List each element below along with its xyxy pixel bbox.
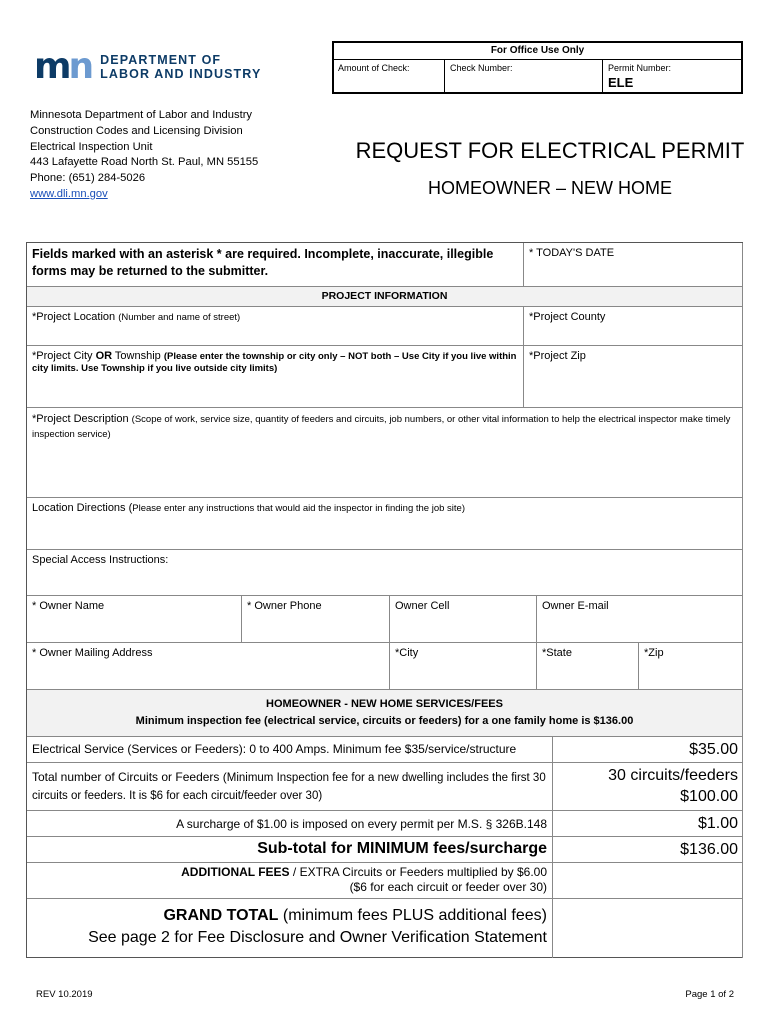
- location-directions-hint: Please enter any instructions that would aid the inspector in finding the job site): [132, 503, 465, 514]
- phone: Phone: (651) 284-5026: [30, 172, 146, 185]
- project-location-field[interactable]: [27, 307, 524, 346]
- project-city-field[interactable]: [27, 346, 524, 408]
- permit-prefix: ELE: [608, 75, 634, 90]
- surcharge-label: A surcharge of $1.00 is imposed on every permit per M.S. § 326B.148: [27, 811, 553, 837]
- state-field[interactable]: *State: [537, 643, 639, 690]
- address-line3: Electrical Inspection Unit: [30, 140, 153, 153]
- additional-fees-input[interactable]: [553, 863, 743, 899]
- permit-form: [26, 242, 743, 958]
- or-label: OR: [95, 350, 113, 362]
- check-number-label: Check Number:: [450, 63, 513, 73]
- project-city-label: *Project City: [32, 350, 96, 362]
- todays-date-field[interactable]: * TODAY'S DATE: [524, 243, 743, 287]
- office-use-title: For Office Use Only: [490, 45, 585, 56]
- page-number: Page 1 of 2: [685, 989, 734, 1000]
- location-directions-field[interactable]: [27, 498, 743, 550]
- project-zip-field[interactable]: *Project Zip: [524, 346, 743, 408]
- project-city-hint: (Please enter the township or city only – NOT both – Use City if you live within city limits. Use Township if you live outside city limits): [32, 351, 517, 374]
- subtotal-label: Sub-total for MINIMUM fees/surcharge: [27, 837, 553, 863]
- mn-logo-icon: m n: [34, 46, 93, 87]
- circuits-count: 30 circuits/feeders: [608, 767, 738, 784]
- zip-field[interactable]: *Zip: [639, 643, 743, 690]
- additional-fees-note: ($6 for each circuit or feeder over 30): [349, 880, 547, 894]
- project-description-hint: (Scope of work, service size, quantity of feeders and circuits, job numbers, or other vital information to help the electrical inspector make timely inspection service): [32, 414, 731, 440]
- subtotal-fee[interactable]: $136.00: [553, 837, 743, 863]
- circuits-label: [27, 763, 553, 811]
- owner-phone-field[interactable]: * Owner Phone: [242, 596, 390, 643]
- additional-fees-text: / EXTRA Circuits or Feeders multiplied by $6.00: [289, 865, 547, 879]
- circuits-fee-cell[interactable]: [553, 763, 743, 811]
- revision-label: REV 10.2019: [36, 989, 93, 1000]
- project-description-label: *Project Description: [32, 413, 129, 425]
- address-line1: Minnesota Department of Labor and Industry: [30, 109, 253, 121]
- logo-line1: DEPARTMENT OF: [100, 53, 222, 67]
- surcharge-fee[interactable]: $1.00: [553, 811, 743, 837]
- owner-name-field[interactable]: * Owner Name: [27, 596, 242, 643]
- owner-cell-field[interactable]: Owner Cell: [390, 596, 537, 643]
- grand-total-label: [27, 899, 553, 958]
- page-subtitle: HOMEOWNER – NEW HOME: [427, 178, 672, 198]
- logo-text: [100, 53, 261, 81]
- website-link[interactable]: www.dli.mn.gov: [30, 187, 108, 200]
- logo-line2: LABOR AND INDUSTRY: [100, 67, 262, 81]
- project-location-hint: (Number and name of street): [118, 312, 241, 323]
- electrical-service-fee[interactable]: $35.00: [553, 737, 743, 763]
- grand-total-bold: GRAND TOTAL: [163, 907, 279, 924]
- project-location-label: *Project Location: [32, 311, 116, 323]
- project-description-field[interactable]: [27, 408, 743, 498]
- circuits-fee: $100.00: [680, 788, 738, 805]
- dli-logo: [34, 46, 304, 87]
- fees-header-title: HOMEOWNER - NEW HOME SERVICES/FEES: [266, 698, 503, 710]
- office-use-box: [332, 41, 743, 94]
- circuits-label-a: Total number of Circuits or Feeders (: [32, 770, 227, 784]
- grand-total-text: (minimum fees PLUS additional fees): [278, 907, 547, 924]
- additional-fees-bold: ADDITIONAL FEES: [181, 865, 290, 879]
- circuits-label-b: Minimum Inspection fee for a new dwelling includes the first 30 circuits or feeders. It is $6 for each circuit/feeder over 30): [32, 772, 546, 802]
- city-field[interactable]: *City: [390, 643, 537, 690]
- owner-email-field[interactable]: Owner E-mail: [537, 596, 743, 643]
- location-directions-label: Location Directions (: [32, 502, 133, 514]
- additional-fees-label: [27, 863, 553, 899]
- electrical-service-label: Electrical Service (Services or Feeders): 0 to 400 Amps. Minimum fee $35/service/structure: [27, 737, 553, 763]
- owner-address-field[interactable]: * Owner Mailing Address: [27, 643, 390, 690]
- page-title: REQUEST FOR ELECTRICAL PERMIT: [355, 138, 745, 163]
- permit-number-label: Permit Number:: [608, 63, 672, 73]
- address-line2: Construction Codes and Licensing Division: [30, 124, 243, 137]
- grand-total-input[interactable]: [553, 899, 743, 958]
- fees-header-subtitle: Minimum inspection fee (electrical service, circuits or feeders) for a one family home is $136.00: [135, 715, 634, 727]
- address-line4: 443 Lafayette Road North St. Paul, MN 55155: [30, 156, 259, 169]
- special-access-field[interactable]: Special Access Instructions:: [27, 550, 743, 596]
- project-info-header: PROJECT INFORMATION: [27, 287, 743, 307]
- township-label: Township: [112, 350, 164, 362]
- see-page2-note: See page 2 for Fee Disclosure and Owner Verification Statement: [88, 929, 547, 946]
- amount-of-check-label: Amount of Check:: [338, 63, 410, 73]
- required-note: Fields marked with an asterisk * are required. Incomplete, inaccurate, illegible forms may be returned to the submitter.: [27, 243, 524, 287]
- project-county-field[interactable]: *Project County: [524, 307, 743, 346]
- fees-header: [27, 690, 743, 737]
- agency-address: [30, 108, 258, 203]
